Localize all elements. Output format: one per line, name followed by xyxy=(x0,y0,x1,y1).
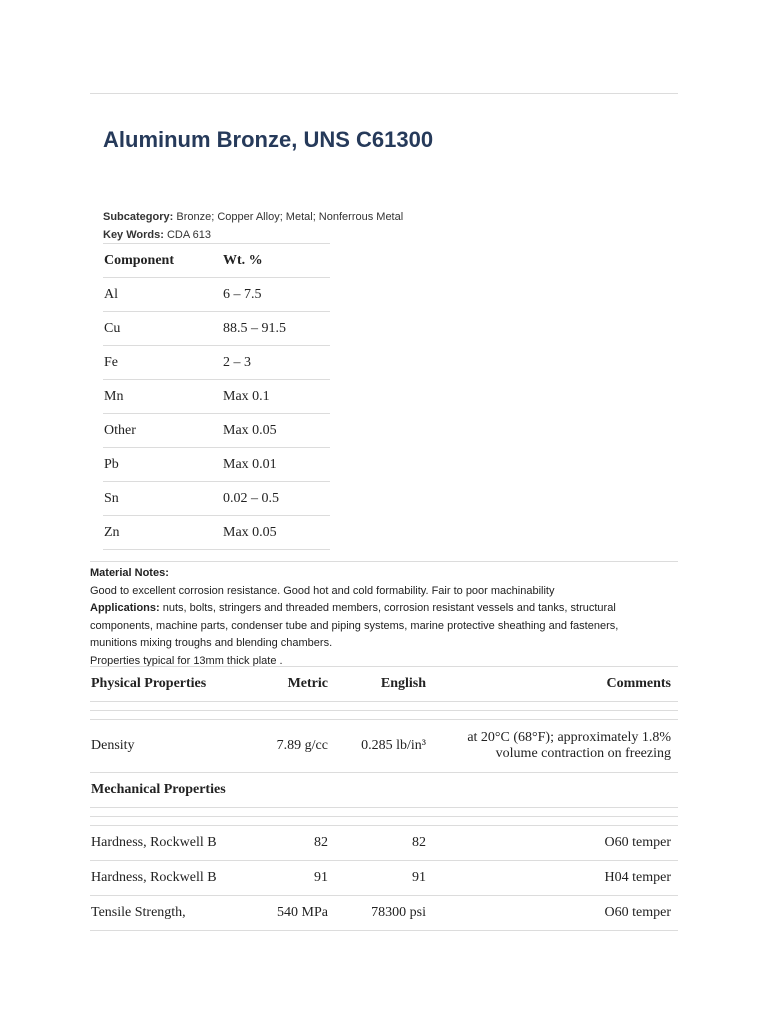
subcategory-line xyxy=(103,211,403,223)
metric-value: 91 xyxy=(263,861,335,896)
header-english: English xyxy=(335,667,433,702)
notes-divider xyxy=(90,561,678,562)
property-name: Hardness, Rockwell B xyxy=(90,826,263,861)
weight-cell: 2 – 3 xyxy=(222,346,330,380)
spacer-row xyxy=(90,817,678,826)
comment: O60 temper xyxy=(433,896,678,931)
header-physical-properties: Physical Properties xyxy=(90,667,263,702)
table-row xyxy=(90,720,678,773)
weight-cell: 88.5 – 91.5 xyxy=(222,312,330,346)
page-title: Aluminum Bronze, UNS C61300 xyxy=(103,127,434,152)
weight-cell: 6 – 7.5 xyxy=(222,278,330,312)
english-value: 78300 psi xyxy=(335,896,433,931)
composition-header-component: Component xyxy=(103,244,222,278)
property-name: Density xyxy=(90,720,263,773)
subcategory-value: Bronze; Copper Alloy; Metal; Nonferrous Metal xyxy=(173,211,404,223)
properties-header-row xyxy=(90,667,678,702)
table-row xyxy=(103,312,330,346)
component-cell: Al xyxy=(103,278,222,312)
metric-value: 540 MPa xyxy=(263,896,335,931)
table-row xyxy=(90,826,678,861)
applications-paragraph xyxy=(90,600,650,653)
material-notes-heading xyxy=(90,565,650,583)
comment: O60 temper xyxy=(433,826,678,861)
table-row xyxy=(103,414,330,448)
weight-cell: Max 0.05 xyxy=(222,414,330,448)
table-row xyxy=(90,861,678,896)
property-name: Tensile Strength, xyxy=(90,896,263,931)
table-row xyxy=(90,896,678,931)
composition-header-weight: Wt. % xyxy=(222,244,330,278)
weight-cell: Max 0.1 xyxy=(222,380,330,414)
properties-table xyxy=(90,666,678,931)
composition-table xyxy=(103,243,330,550)
table-row xyxy=(103,278,330,312)
spacer-row xyxy=(90,702,678,711)
subcategory-label: Subcategory: xyxy=(103,211,174,223)
header-comments: Comments xyxy=(433,667,678,702)
spacer-row xyxy=(90,711,678,720)
metric-value: 82 xyxy=(263,826,335,861)
material-notes xyxy=(90,565,650,670)
component-cell: Mn xyxy=(103,380,222,414)
composition-header-row xyxy=(103,244,330,278)
component-cell: Zn xyxy=(103,516,222,550)
component-cell: Sn xyxy=(103,482,222,516)
keywords-line xyxy=(103,229,211,241)
header-metric: Metric xyxy=(263,667,335,702)
applications-text: nuts, bolts, stringers and threaded members, corrosion resistant vessels and tanks, structural components, machine parts, condenser tube and piping systems, marine protective sheathing and fasteners, munitions mixing troughs and blending chambers. xyxy=(90,602,619,649)
comment: H04 temper xyxy=(433,861,678,896)
material-notes-text: Good to excellent corrosion resistance. Good hot and cold formability. Fair to poor machinability xyxy=(90,584,555,597)
table-row xyxy=(103,516,330,550)
component-cell: Cu xyxy=(103,312,222,346)
table-row xyxy=(103,380,330,414)
top-divider xyxy=(90,93,678,94)
applications-label: Applications: xyxy=(90,602,160,614)
keywords-value: CDA 613 xyxy=(163,229,212,241)
spacer-row xyxy=(90,808,678,817)
component-cell: Pb xyxy=(103,448,222,482)
english-value: 82 xyxy=(335,826,433,861)
typical-note: Properties typical for 13mm thick plate . xyxy=(90,654,283,667)
section-heading-row xyxy=(90,773,678,808)
mechanical-properties-heading: Mechanical Properties xyxy=(90,773,678,808)
keywords-label: Key Words: xyxy=(103,229,164,241)
weight-cell: Max 0.01 xyxy=(222,448,330,482)
table-row xyxy=(103,448,330,482)
metric-value: 7.89 g/cc xyxy=(263,720,335,773)
english-value: 91 xyxy=(335,861,433,896)
component-cell: Other xyxy=(103,414,222,448)
component-cell: Fe xyxy=(103,346,222,380)
comment: at 20°C (68°F); approximately 1.8% volume contraction on freezing xyxy=(433,720,678,773)
material-notes-label: Material Notes: xyxy=(90,567,169,579)
table-row xyxy=(103,346,330,380)
table-row xyxy=(103,482,330,516)
english-value: 0.285 lb/in³ xyxy=(335,720,433,773)
weight-cell: 0.02 – 0.5 xyxy=(222,482,330,516)
property-name: Hardness, Rockwell B xyxy=(90,861,263,896)
weight-cell: Max 0.05 xyxy=(222,516,330,550)
